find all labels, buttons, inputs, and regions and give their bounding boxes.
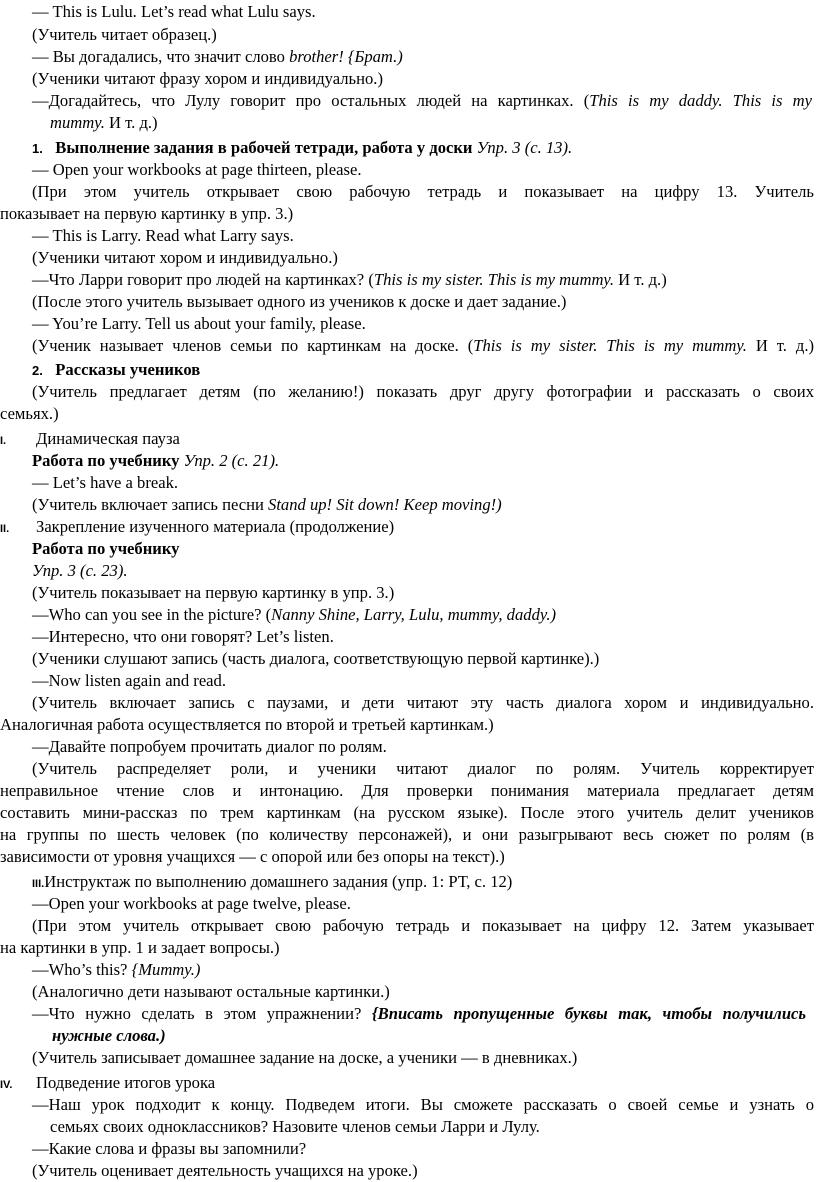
italic-text: This is my sister. This is my mummy. (473, 336, 747, 355)
text: —Who’s this? (32, 960, 132, 979)
text: —Что нужно сделать в этом упражнении? (32, 1004, 372, 1023)
roman-numeral: II. (0, 523, 10, 535)
teacher-note: (Учитель записывает домашнее задание на доске, а ученики — в дневниках.) (32, 1048, 578, 1067)
dialogue-line (32, 269, 814, 291)
bold-text: Работа по учебнику (32, 451, 180, 470)
exercise-ref: Упр. 3 (с. 23). (32, 561, 128, 580)
section-heading-2 (32, 359, 814, 382)
italic-text: This is my daddy. This is my (589, 91, 812, 110)
teacher-note: (При этом учитель открывает свою рабочую тетрадь и показывает на цифру 12. Затем указывает (32, 916, 814, 935)
teacher-note: (Аналогично дети называют остальные картинки.) (32, 982, 390, 1001)
teacher-note-continued: составить мини-рассказ по трем картинкам (на русском языке). После этого учитель делит учеников (0, 803, 814, 822)
text: (Ученик называет членов семьи по картинкам на доске. ( (32, 336, 474, 355)
text: И т. д.) (746, 336, 815, 355)
teacher-note-continued: Аналогичная работа осуществляется по второй и третьей картинкам.) (0, 715, 494, 734)
stage-heading-iii (32, 871, 814, 895)
dialogue-line-continued: семьях своих одноклассников? Назовите членов семьи Ларри и Лулу. (50, 1117, 540, 1136)
teacher-note: (Ученики слушают запись (часть диалога, соответствующую первой картинке).) (32, 649, 600, 668)
teacher-note-continued: семьях.) (0, 404, 59, 423)
stage-heading-i (0, 428, 814, 452)
text: И т. д.) (614, 270, 667, 289)
teacher-note: (Учитель читает образец.) (32, 25, 217, 44)
text: — Вы догадались, что значит слово (32, 47, 290, 66)
dialogue-line-continued (50, 112, 814, 134)
dialogue-line: —Наш урок подходит к концу. Подведем итоги. Вы сможете рассказать о своей семье и узнать о (32, 1095, 814, 1114)
stage-title: Подведение итогов урока (36, 1073, 216, 1092)
text: (Учитель включает запись песни (32, 495, 269, 514)
dialogue-line-continued: нужные слова.) (52, 1026, 166, 1045)
italic-text: brother! {Брат.) (289, 47, 403, 66)
dialogue-line: —Давайте попробуем прочитать диалог по ролям. (32, 737, 387, 756)
song-title: Stand up! Sit down! Keep moving!) (268, 495, 502, 514)
dialogue-line (32, 959, 814, 981)
italic-text: {Mummy.) (131, 960, 201, 979)
teacher-note-continued: на картинки в упр. 1 и задает вопросы.) (0, 938, 280, 957)
exercise-ref: Упр. 3 (с. 13). (472, 138, 573, 157)
stage-title: Динамическая пауза (36, 429, 180, 448)
dialogue-line: —Open your workbooks at page twelve, please. (32, 894, 351, 913)
italic-text: {Вписать пропущенные буквы так, чтобы получились (371, 1004, 806, 1023)
dialogue-line: — This is Lulu. Let’s read what Lulu says. (32, 2, 316, 21)
dialogue-line (32, 604, 814, 626)
dialogue-line (32, 1003, 806, 1025)
stage-heading-ii (0, 516, 814, 540)
teacher-note: (Ученики читают хором и индивидуально.) (32, 248, 338, 267)
teacher-note: (Учитель показывает на первую картинку в упр. 3.) (32, 583, 395, 602)
teacher-note: (Ученики читают фразу хором и индивидуально.) (32, 69, 383, 88)
section-number: 2. (32, 363, 43, 378)
text: —Who can you see in the picture? ( (32, 605, 272, 624)
dialogue-line: — Open your workbooks at page thirteen, please. (32, 160, 362, 179)
stage-heading-iv (0, 1072, 814, 1096)
italic-text: Nanny Shine, Larry, Lulu, mummy, daddy.) (271, 605, 556, 624)
roman-numeral: IV. (0, 1079, 13, 1091)
teacher-note (32, 494, 814, 516)
italic-text: This is my sister. This is my mummy. (373, 270, 615, 289)
section-title: Выполнение задания в рабочей тетради, работа у доски (55, 138, 473, 157)
teacher-note: (Учитель включает запись с паузами, и дети читают эту часть диалога хором и индивидуально. (32, 693, 814, 712)
dialogue-line: —Now listen again and read. (32, 671, 226, 690)
stage-title: Инструктаж по выполнению домашнего задания (упр. 1: РТ, с. 12) (44, 872, 513, 891)
teacher-note-continued: зависимости от уровня учащихся — с опорой или без опоры на текст).) (0, 847, 505, 866)
dialogue-line (32, 46, 814, 68)
section-number: 1. (32, 141, 43, 156)
section-title: Рассказы учеников (55, 360, 201, 379)
text: —Догадайтесь, что Лулу говорит про остальных людей на картинках. ( (32, 91, 590, 110)
teacher-note: (Учитель оценивает деятельность учащихся на уроке.) (32, 1161, 418, 1180)
exercise-ref: Упр. 2 (с. 21). (179, 451, 280, 470)
text: —Что Ларри говорит про людей на картинках? ( (32, 270, 374, 289)
teacher-note: (При этом учитель открывает свою рабочую тетрадь и показывает на цифру 13. Учитель (32, 182, 814, 201)
dialogue-line: — This is Larry. Read what Larry says. (32, 226, 294, 245)
text: И т. д.) (104, 113, 158, 132)
dialogue-line (32, 90, 812, 112)
dialogue-line: — You’re Larry. Tell us about your family, please. (32, 314, 366, 333)
dialogue-line: —Интересно, что они говорят? Let’s listen. (32, 627, 334, 646)
textbook-work: Работа по учебнику (32, 539, 180, 558)
teacher-note-continued: на группы по шесть человек (по количеству персонажей), и они разыгрывают весь сюжет по ролям (в (0, 825, 814, 844)
italic-text: mummy. (50, 113, 105, 132)
teacher-note (32, 335, 814, 357)
teacher-note: (Учитель распределяет роли, и ученики читают диалог по ролям. Учитель корректирует (32, 759, 814, 778)
roman-numeral: III. (32, 878, 45, 890)
teacher-note-continued: неправильное чтение слов и интонацию. Для проверки понимания материала предлагает детям (0, 781, 814, 800)
stage-title: Закрепление изученного материала (продолжение) (36, 517, 395, 536)
roman-numeral: I. (0, 435, 7, 447)
teacher-note: (Учитель предлагает детям (по желанию!) показать друг другу фотографии и рассказать о своих (32, 382, 814, 401)
section-heading-1 (32, 137, 814, 160)
teacher-note-continued: показывает на первую картинку в упр. 3.) (0, 204, 294, 223)
dialogue-line: —Какие слова и фразы вы запомнили? (32, 1139, 307, 1158)
dialogue-line: — Let’s have a break. (32, 473, 179, 492)
textbook-work (32, 450, 814, 472)
teacher-note: (После этого учитель вызывает одного из учеников к доске и дает задание.) (32, 292, 567, 311)
